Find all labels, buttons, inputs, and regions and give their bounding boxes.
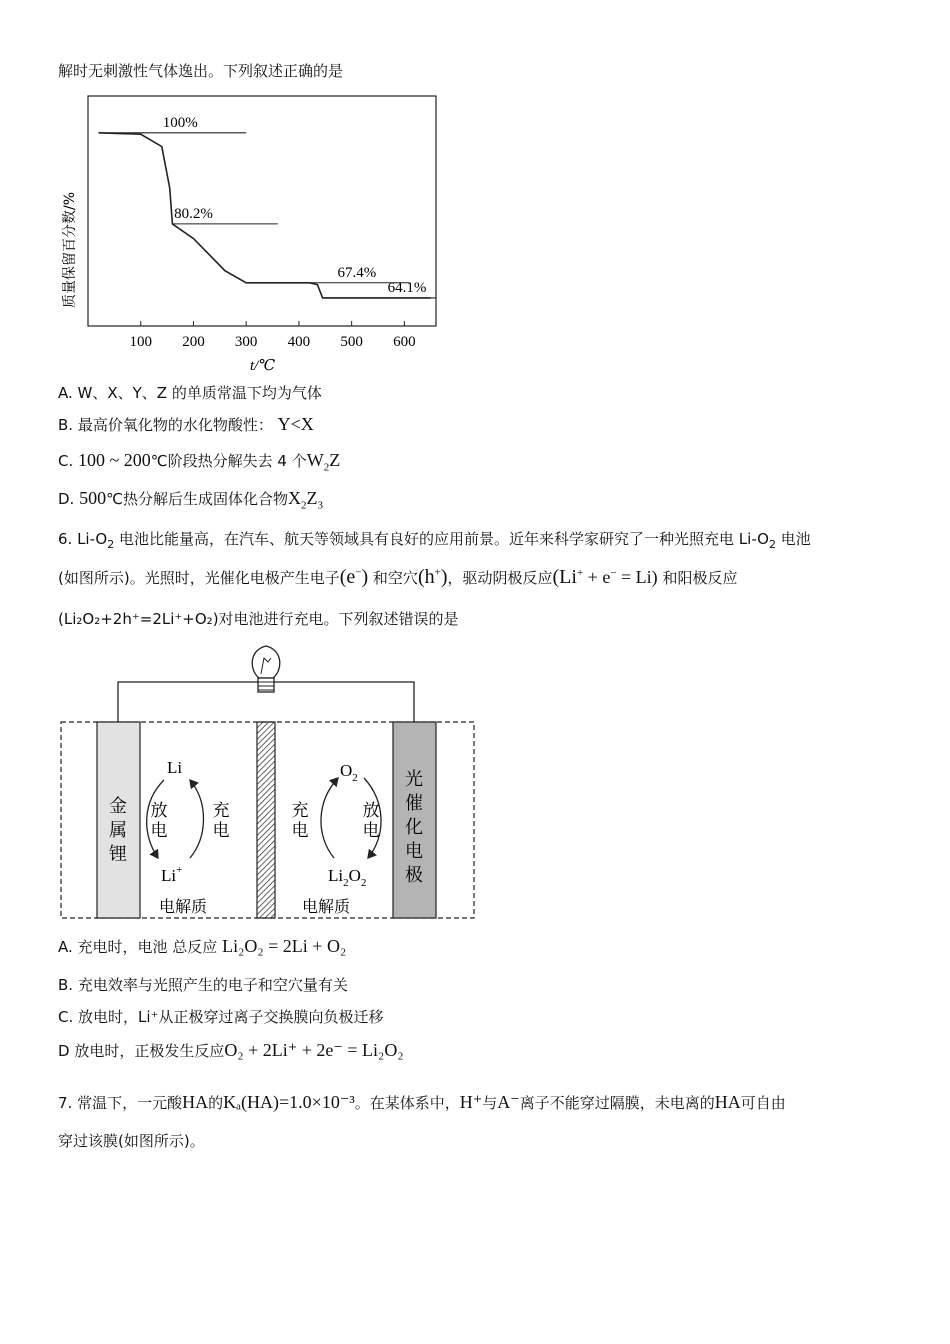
- q6-option-c: C. 放电时，Li⁺从正极穿过离子交换膜向负极迁移: [58, 1008, 384, 1026]
- left-charge-arrow: [190, 780, 204, 858]
- annotation-label: 80.2%: [174, 205, 213, 222]
- q5-option-d-formula: $X_2Z_3$: [287, 488, 323, 512]
- lightbulb-icon: [252, 646, 280, 692]
- right-li2o2-label: $Li_2O_2$: [328, 866, 367, 889]
- q7-line1: 7. 常温下，一元酸HA的Kₐ(HA)=1.0×10⁻³。在某体系中，H⁺与A⁻离子不能穿过隔膜，未电离的HA可自由: [58, 1092, 786, 1112]
- chart-annotations: [99, 115, 436, 298]
- right-el-label-char: 电: [405, 841, 423, 862]
- chart-series-line: [99, 133, 431, 298]
- right-electrolyte-label: 电解质: [302, 897, 351, 916]
- x-tick-label: 100: [129, 334, 152, 350]
- left-charge-text-char: 电: [212, 821, 230, 841]
- left-li-label: Li: [167, 758, 183, 777]
- chart-x-ticks: [129, 321, 415, 350]
- right-discharge-text-char: 放: [362, 801, 380, 821]
- q5-option-d-temp: 500: [79, 488, 107, 508]
- left-charge-text: [213, 801, 230, 841]
- q6-option-b: B. 充电效率与光照产生的电子和空穴量有关: [58, 976, 348, 994]
- left-li-plus-label: Li+: [161, 864, 183, 885]
- x-tick-label: 300: [234, 334, 258, 350]
- right-el-label-char: 化: [405, 817, 423, 838]
- q5-option-b: [58, 414, 314, 435]
- q6-stem-line1: 6. $Li-O_2$ 电池比能量高，在汽车、航天等领域具有良好的应用前景。近年来科学家研究了一种光照充电 $Li-O_2$ 电池: [58, 530, 811, 551]
- q5-option-d: [58, 488, 323, 512]
- q5-option-b-text: B. 最高价氧化物的水化物酸性：: [58, 416, 273, 434]
- right-charge-text: [292, 801, 309, 841]
- left-el-label-char: 锂: [109, 844, 127, 865]
- chart-frame: [88, 96, 436, 326]
- left-discharge-text: [151, 801, 168, 841]
- left-discharge-text-char: 电: [150, 821, 168, 841]
- q5-option-c: [58, 450, 340, 474]
- q6-option-a: A. 充电时，电池 总反应 Li₂O₂ = 2Li + O₂: [58, 936, 347, 956]
- right-charge-arrow: [321, 778, 338, 858]
- x-tick-label: 200: [182, 334, 205, 350]
- x-tick-label: 600: [393, 334, 416, 350]
- right-o2-label: $O_2$: [340, 761, 358, 784]
- q5-option-b-math: Y<X: [277, 414, 314, 434]
- left-electrolyte-label: 电解质: [159, 897, 208, 916]
- right-el-label-char: 催: [405, 793, 423, 814]
- q5-option-c-range: 100 ~ 200: [78, 450, 151, 470]
- left-el-label-char: 金: [109, 796, 127, 817]
- chart-ylabel: 质量保留百分数/%: [62, 191, 78, 308]
- right-electrode-label: [405, 769, 423, 886]
- q7-line2: 穿过该膜(如图所示)。: [58, 1132, 205, 1150]
- chart-xlabel: t/℃: [250, 358, 276, 374]
- x-tick-label: 400: [287, 334, 311, 350]
- right-discharge-text: [363, 801, 380, 841]
- right-discharge-text-char: 电: [362, 821, 380, 841]
- right-charge-text-char: 电: [291, 821, 309, 841]
- q6-stem-line2: (如图所示)。光照时，光催化电极产生电子(e−) 和空穴(h+)，驱动阴极反应(Li+ + e− = Li) 和阳极反应: [58, 566, 738, 588]
- q6-option-d: D 放电时，正极发生反应O₂ + 2Li⁺ + 2e⁻ = Li₂O₂: [58, 1040, 404, 1060]
- q5-option-c-text: ℃阶段热分解失去 4 个: [150, 452, 307, 470]
- right-el-label-char: 极: [405, 865, 423, 886]
- intro-line: 解时无刺激性气体逸出。下列叙述正确的是: [58, 62, 344, 80]
- annotation-label: 100%: [162, 114, 198, 131]
- annotation-label: 67.4%: [337, 264, 377, 281]
- left-electrode-label: [109, 796, 127, 865]
- annotation-label: 64.1%: [387, 279, 427, 296]
- q6-stem-line3: (Li₂O₂+2h⁺=2Li⁺+O₂)对电池进行充电。下列叙述错误的是: [58, 610, 459, 628]
- left-discharge-text-char: 放: [150, 801, 168, 821]
- q5-option-d-text: ℃热分解后生成固体化合物: [106, 490, 288, 508]
- right-charge-text-char: 充: [291, 801, 309, 821]
- left-el-label-char: 属: [109, 820, 127, 841]
- left-charge-text-char: 充: [212, 801, 230, 821]
- q5-option-c-formula: $W_2Z$: [306, 450, 341, 474]
- right-el-label-char: 光: [405, 769, 423, 790]
- q5-option-d-prefix: D.: [58, 490, 80, 508]
- ion-exchange-membrane: [257, 722, 275, 918]
- tga-chart: [50, 88, 470, 408]
- q5-option-a: A. W、X、Y、Z 的单质常温下均为气体: [58, 384, 322, 402]
- q5-option-c-prefix: C.: [58, 452, 79, 470]
- x-tick-label: 500: [340, 334, 363, 350]
- battery-diagram: [56, 640, 486, 925]
